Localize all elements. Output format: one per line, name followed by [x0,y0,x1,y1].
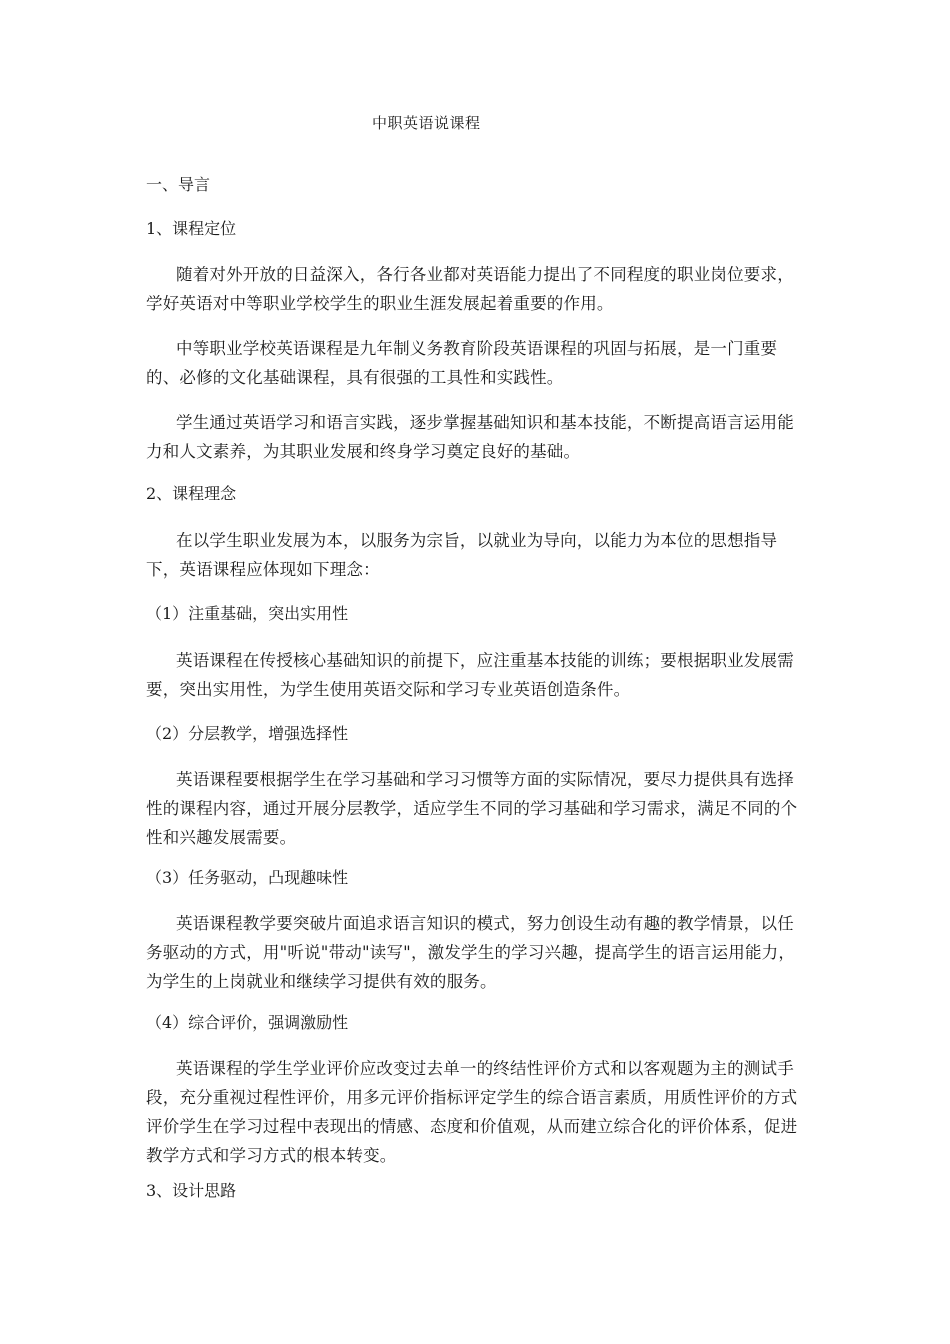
item-heading-task-driven: （3）任务驱动，凸现趣味性 [146,868,349,887]
subsection-heading-course-philosophy: 2、课程理念 [146,484,237,503]
item-heading-evaluation: （4）综合评价，强调激励性 [146,1013,349,1032]
item-heading-foundation: （1）注重基础，突出实用性 [146,604,349,623]
item-heading-tiered-teaching: （2）分层教学，增强选择性 [146,724,349,743]
paragraph-positioning-3: 学生通过英语学习和语言实践，逐步掌握基础知识和基本技能，不断提高语言运用能力和人文素养，为其职业发展和终身学习奠定良好的基础。 [146,413,794,461]
paragraph-positioning-2: 中等职业学校英语课程是九年制义务教育阶段英语课程的巩固与拓展，是一门重要的、必修的文化基础课程，具有很强的工具性和实践性。 [146,339,778,387]
paragraph-foundation: 英语课程在传授核心基础知识的前提下，应注重基本技能的训练；要根据职业发展需要，突出实用性，为学生使用英语交际和学习专业英语创造条件。 [146,651,794,699]
section-heading-intro: 一、导言 [146,175,211,194]
paragraph-positioning-1: 随着对外开放的日益深入，各行各业都对英语能力提出了不同程度的职业岗位要求，学好英语对中等职业学校学生的职业生涯发展起着重要的作用。 [146,265,794,313]
document-title: 中职英语说课程 [372,114,481,132]
subsection-heading-design-approach: 3、设计思路 [146,1181,237,1200]
subsection-heading-course-positioning: 1、课程定位 [146,219,237,238]
paragraph-philosophy-intro: 在以学生职业发展为本，以服务为宗旨，以就业为导向，以能力为本位的思想指导下，英语课程应体现如下理念： [146,531,778,579]
paragraph-tiered-teaching: 英语课程要根据学生在学习基础和学习习惯等方面的实际情况，要尽力提供具有选择性的课程内容，通过开展分层教学，适应学生不同的学习基础和学习需求，满足不同的个性和兴趣发展需要。 [146,770,798,847]
paragraph-evaluation: 英语课程的学生学业评价应改变过去单一的终结性评价方式和以客观题为主的测试手段，充分重视过程性评价，用多元评价指标评定学生的综合语言素质，用质性评价的方式评价学生在学习过程中表现出的情感、态度和价值观，从而建立综合化的评价体系，促进教学方式和学习方式的根本转变。 [146,1059,798,1165]
paragraph-task-driven: 英语课程教学要突破片面追求语言知识的模式，努力创设生动有趣的教学情景，以任务驱动的方式，用"听说"带动"读写"，激发学生的学习兴趣，提高学生的语言运用能力，为学生的上岗就业和继续学习提供有效的服务。 [146,914,796,991]
